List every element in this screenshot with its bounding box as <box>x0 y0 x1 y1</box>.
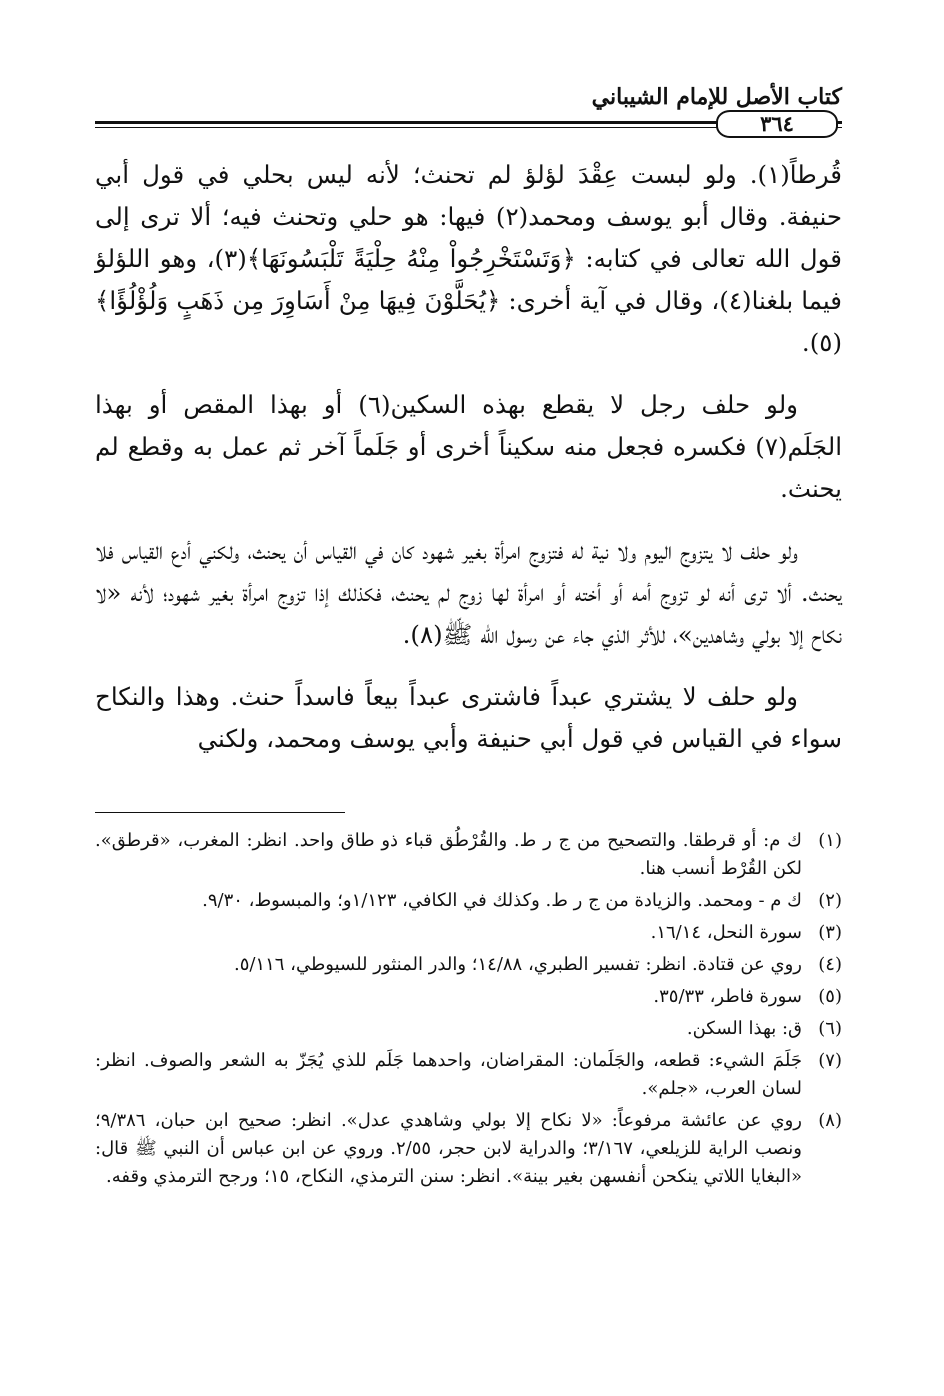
footnote <box>95 887 842 915</box>
footnote-number: (٧) <box>818 1050 842 1071</box>
footnote-text: سورة فاطر، ٣٥/٣٣. <box>653 986 802 1007</box>
footnote-number: (٣) <box>818 922 842 943</box>
paragraph-3: ولو حلف لا يتزوج اليوم ولا نية له فتزوج امرأة بغير شهود كان في القياس أن يحنث، ولكني أدع القياس فلا يحنث. ألا ترى أنه لو تزوج أمه أو أخته أو امرأة لها زوج لم يحنث، فكذلك إذا تزوج امرأة بغير شهود؛ لأنه «لا نكاح إلا بولي وشاهدين»، للأثر الذي جاء عن رسول الله ﷺ(٨). <box>95 536 842 649</box>
footnote-text: روي عن قتادة. انظر: تفسير الطبري، ١٤/٨٨؛ والدر المنثور للسيوطي، ٥/١١٦. <box>233 954 802 975</box>
book-page <box>95 78 842 1195</box>
footnote-text: سورة النحل، ١٦/١٤. <box>650 922 802 943</box>
paragraph-4: ولو حلف لا يشتري عبداً فاشترى عبداً بيعاً فاسداً حنث. وهذا والنكاح سواء في القياس في قول أبي حنيفة وأبي يوسف ومحمد، ولكني <box>95 682 842 753</box>
footnote-text: ق: بهذا السكن. <box>686 1018 802 1039</box>
footnote-number: (٢) <box>818 890 842 911</box>
running-header <box>95 78 842 142</box>
header-rule <box>95 110 842 136</box>
footnote-text: ك م - ومحمد. والزيادة من ج ر ط. وكذلك في الكافي، ١/١٢٣و؛ والمبسوط، ٩/٣٠. <box>202 890 802 911</box>
footnote-number: (٦) <box>818 1018 842 1039</box>
footnote-text: ك م: أو قرطقا. والتصحيح من ج ر ط. والقُرْطُق قباء ذو طاق واحد. انظر: المغرب، «قرطق». لكن القُرْط أنسب هنا. <box>95 830 802 879</box>
footnote <box>95 983 842 1011</box>
footnote-number: (٥) <box>818 986 842 1007</box>
page-number: ٣٦٤ <box>716 110 838 138</box>
footnote <box>95 1047 842 1103</box>
footnote <box>95 1015 842 1043</box>
paragraph-2: ولو حلف رجل لا يقطع بهذه السكين(٦) أو بهذا المقص أو بهذا الجَلَم(٧) فكسره فجعل منه سكيناً أخرى أو جَلَماً آخر ثم عمل به وقطع لم يحنث. <box>95 390 842 503</box>
main-text <box>95 154 842 760</box>
book-title: كتاب الأصل للإمام الشيباني <box>591 84 842 110</box>
footnote <box>95 827 842 883</box>
footnote-number: (٤) <box>818 954 842 975</box>
footnote-number: (٨) <box>818 1110 842 1131</box>
paragraph-1: قُرطاً(١). ولو لبست عِقْدَ لؤلؤ لم تحنث؛ لأنه ليس بحلي في قول أبي حنيفة. وقال أبو يوسف ومحمد(٢) فيها: هو حلي وتحنث فيه؛ ألا ترى إلى قول الله تعالى في كتابه: ﴿وَتَسْتَخْرِجُواْ مِنْهُ حِلْيَةً تَلْبَسُونَهَا﴾(٣)، وهو اللؤلؤ فيما بلغنا(٤)، وقال في آية أخرى: ﴿يُحَلَّوْنَ فِيهَا مِنْ أَسَاوِرَ مِن ذَهَبٍ وَلُؤْلُؤًا﴾(٥). <box>95 160 843 357</box>
footnotes <box>95 827 842 1191</box>
footnote-text: جَلَمَ الشيء: قطعه، والجَلَمان: المقراضان، واحدهما جَلَم للذي يُجَزّ به الشعر والصوف. انظر: لسان العرب، «جلم». <box>95 1050 802 1099</box>
footnote <box>95 951 842 979</box>
footnote-text: روي عن عائشة مرفوعاً: «لا نكاح إلا بولي وشاهدي عدل». انظر: صحيح ابن حبان، ٩/٣٨٦؛ ونصب الراية للزيلعي، ٣/١٦٧؛ والدراية لابن حجر، ٢/٥٥. وروي عن ابن عباس أن النبي ﷺ قال: «البغايا اللاتي ينكحن أنفسهن بغير بينة». انظر: سنن الترمذي، النكاح، ١٥؛ ورجح الترمذي وقفه. <box>95 1110 802 1187</box>
footnote-number: (١) <box>818 830 842 851</box>
footnote <box>95 1107 842 1191</box>
footnote <box>95 919 842 947</box>
footnote-separator <box>95 812 345 813</box>
